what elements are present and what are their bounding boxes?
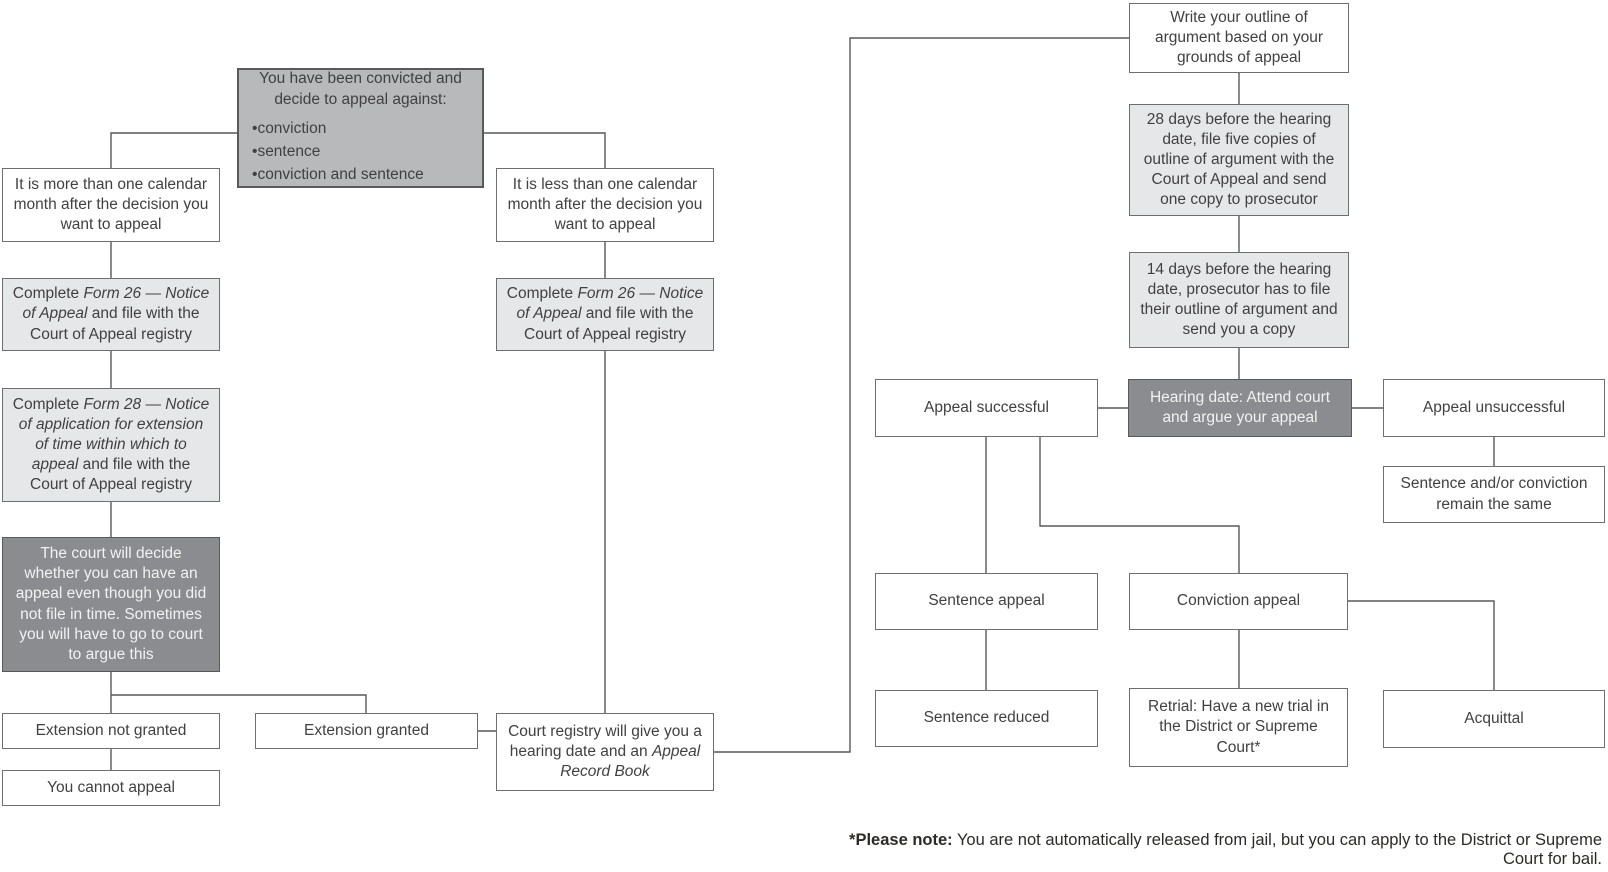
node-appeal-successful: Appeal successful xyxy=(875,379,1098,437)
node-court-registry xyxy=(496,713,714,791)
form28-prefix: Complete xyxy=(12,395,84,413)
node-less-than-one-month: It is less than one calendar month after the decision you want to appeal xyxy=(496,168,714,242)
node-sentence-reduced: Sentence reduced xyxy=(875,690,1098,747)
node-conviction-appeal: Conviction appeal xyxy=(1129,573,1348,630)
form26-suffix: and file with the Court of Appeal registry xyxy=(30,305,200,343)
node-extension-granted: Extension granted xyxy=(255,713,478,749)
edge-conviction-appeal-acquittal xyxy=(1348,601,1494,690)
edge-convicted-more-month xyxy=(111,133,237,168)
bullet-sentence: • sentence xyxy=(252,140,473,163)
bullet-conviction-and-sentence: • conviction and sentence xyxy=(252,163,473,186)
node-you-cannot-appeal: You cannot appeal xyxy=(2,770,220,806)
form28-suffix: and file with the Court of Appeal registry xyxy=(30,456,192,494)
bullet-conviction: • conviction xyxy=(252,117,473,140)
form26-title: Form 26 — Notice of Appeal xyxy=(516,285,704,323)
node-sentence-appeal: Sentence appeal xyxy=(875,573,1098,630)
node-28-days-before: 28 days before the hearing date, file five copies of outline of argument with the Court of Appeal and send one copy to prosecutor xyxy=(1129,104,1349,216)
node-form28 xyxy=(2,388,220,502)
edge-successful-conviction-appeal xyxy=(1040,437,1239,573)
form26-prefix: Complete xyxy=(12,285,84,303)
node-write-outline: Write your outline of argument based on your grounds of appeal xyxy=(1129,3,1349,73)
footnote-lead: *Please note: xyxy=(849,831,953,849)
node-more-than-one-month: It is more than one calendar month after the decision you want to appeal xyxy=(2,168,220,242)
node-court-will-decide: The court will decide whether you can have an appeal even though you did not file in time. Sometimes you will have to go to court to argue this xyxy=(2,537,220,672)
node-remain-the-same: Sentence and/or conviction remain the same xyxy=(1383,466,1605,523)
node-form26-left xyxy=(2,278,220,351)
convicted-bullet-list xyxy=(248,117,473,187)
form26-title: Form 26 — Notice of Appeal xyxy=(22,285,210,323)
footnote-text: You are not automatically released from jail, but you can apply to the District or Supreme Court for bail. xyxy=(952,831,1602,868)
form28-title: Form 28 — Notice of application for extension of time within which to appeal xyxy=(18,395,210,474)
appeal-record-book: Appeal Record Book xyxy=(560,742,701,781)
edge-court-decide-ext-granted xyxy=(111,695,366,713)
node-retrial: Retrial: Have a new trial in the District or Supreme Court* xyxy=(1129,688,1348,767)
edge-convicted-less-month xyxy=(484,133,605,168)
convicted-intro: You have been convicted and decide to appeal against: xyxy=(259,70,462,108)
node-convicted xyxy=(237,68,484,188)
footnote xyxy=(840,831,1602,869)
node-extension-not-granted: Extension not granted xyxy=(2,713,220,749)
node-appeal-unsuccessful: Appeal unsuccessful xyxy=(1383,379,1605,437)
court-registry-text: Court registry will give you a hearing date and an xyxy=(508,722,702,760)
node-acquittal: Acquittal xyxy=(1383,690,1605,748)
form26-suffix: and file with the Court of Appeal registry xyxy=(524,305,694,343)
node-14-days-before: 14 days before the hearing date, prosecutor has to file their outline of argument and send you a copy xyxy=(1129,252,1349,348)
node-hearing-date: Hearing date: Attend court and argue your appeal xyxy=(1128,379,1352,437)
form26-prefix: Complete xyxy=(506,285,578,303)
node-form26-middle xyxy=(496,278,714,351)
